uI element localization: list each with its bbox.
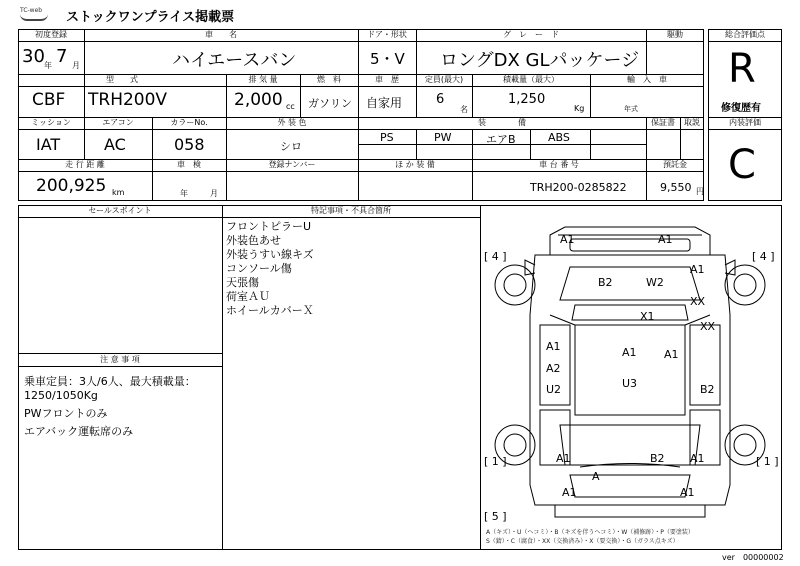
displacement-unit: cc <box>286 102 295 111</box>
equip-airbag: エアB <box>486 133 516 146</box>
grade-label: グ レ ー ド <box>503 30 559 39</box>
damage-legend <box>486 528 694 546</box>
import-label: 輸 入 車 <box>627 75 667 84</box>
mileage-value: 200,925 <box>36 176 107 196</box>
list-item: 外装色あせ <box>226 234 281 247</box>
damage-mark: A1 <box>680 486 695 499</box>
history-value: 自家用 <box>366 96 403 110</box>
damage-mark: A2 <box>546 362 561 375</box>
car-name-label: 車 名 <box>205 30 237 39</box>
overall-grade-label: 総合評価点 <box>725 30 765 39</box>
remarks-label: 特記事項・不具合箇所 <box>311 206 391 215</box>
displacement-value: 2,000 <box>234 90 283 110</box>
fuel-value: ガソリン <box>308 97 352 110</box>
color-no-label: カラーNo. <box>170 118 208 127</box>
plate-label: 登録ナンバー <box>268 160 316 169</box>
interior-grade-value: C <box>728 142 756 188</box>
caution-list <box>24 375 196 439</box>
list-item: エアバック運転席のみ <box>24 425 134 438</box>
mileage-unit: km <box>112 188 125 197</box>
overall-grade-note: 修復歴有 <box>721 103 761 114</box>
list-item: フロントピラーU <box>226 220 312 233</box>
side-label-right-top: [ 4 ] <box>752 250 775 263</box>
model-prefix: CBF <box>32 90 66 110</box>
price-label: 預託金 <box>663 160 687 169</box>
load-label: 積載量（最大） <box>503 75 559 84</box>
capacity-label: 定員(最大) <box>424 75 464 84</box>
damage-mark: A1 <box>664 348 679 361</box>
inspection-month-unit: 月 <box>210 189 218 198</box>
door-type-value: 5・V <box>370 50 405 68</box>
equip-abs: ABS <box>548 131 570 144</box>
displacement-label: 排 気 量 <box>248 75 278 84</box>
damage-mark: A1 <box>546 340 561 353</box>
first-reg-month: 7 <box>56 46 68 67</box>
mileage-label: 走 行 距 離 <box>65 160 105 169</box>
equip-pw: PW <box>434 131 452 144</box>
equip-ps: PS <box>380 131 394 144</box>
history-label: 車 歴 <box>375 75 399 84</box>
damage-mark: B2 <box>598 276 613 289</box>
car-logo-icon <box>20 14 48 21</box>
list-item: 1250/1050Kg <box>24 389 98 402</box>
damage-mark: U3 <box>622 377 638 390</box>
import-model-label: 年式 <box>624 105 638 113</box>
legend-line: A（キズ）・U（ヘコミ）・B（キズを伴うヘコミ）・W（補修跡）・P（要塗装） <box>486 529 694 536</box>
logo <box>20 7 60 21</box>
damage-mark: X1 <box>640 310 655 323</box>
aircon-label: エアコン <box>102 118 134 127</box>
exterior-color-value: シロ <box>280 140 302 153</box>
list-item: 荷室ＡＵ <box>226 290 270 303</box>
damage-mark: A1 <box>658 233 673 246</box>
side-label-left-top: [ 4 ] <box>484 250 507 263</box>
load-value: 1,250 <box>508 92 546 107</box>
door-type-label: ドア・形状 <box>367 30 407 39</box>
list-item: PWフロントのみ <box>24 407 108 420</box>
mission-value: IAT <box>36 135 61 154</box>
remarks-list <box>226 220 314 318</box>
damage-mark: A1 <box>562 486 577 499</box>
other-equip-label: ほ か 装 備 <box>395 160 435 169</box>
sales-point-label: セールスポイント <box>88 206 152 215</box>
damage-mark: B2 <box>700 383 715 396</box>
aircon-value: AC <box>104 135 126 154</box>
version-label: ver 00000002 <box>722 553 784 562</box>
damage-mark: A1 <box>560 233 575 246</box>
warranty-label: 保証書 <box>651 118 675 127</box>
overall-grade-value: R <box>728 46 756 92</box>
caution-label: 注 意 事 項 <box>100 355 140 364</box>
price-unit: 円 <box>696 187 704 196</box>
month-unit: 月 <box>72 61 80 70</box>
capacity-value: 6 <box>436 92 445 107</box>
damage-mark: B2 <box>650 452 665 465</box>
interior-grade-label: 内装評価 <box>729 118 761 127</box>
list-item: 外装うすい線キズ <box>226 248 314 261</box>
first-reg-year: 30 <box>22 46 45 67</box>
fuel-label: 燃 料 <box>317 75 341 84</box>
list-item: コンソール傷 <box>226 262 292 275</box>
damage-mark: W2 <box>646 276 664 289</box>
manual-label: 取説 <box>684 118 700 127</box>
list-item: 乗車定員：3人/6人、最大積載量： <box>24 375 196 388</box>
drive-label: 駆動 <box>667 30 683 39</box>
mission-label: ミッション <box>31 118 71 127</box>
year-unit: 年 <box>44 61 52 70</box>
side-label-bottom: [ 5 ] <box>484 510 507 523</box>
equipment-label: 装 備 <box>478 118 526 127</box>
chassis-no-label: 車 台 番 号 <box>539 160 579 169</box>
model-label: 型 式 <box>106 75 138 84</box>
side-label-right-bottom: [ 1 ] <box>756 455 779 468</box>
legend-line: S（錆）・C（腐食）・XX（交換済み）・X（要交換）・G（ガラス点キズ） <box>486 538 679 545</box>
first-reg-label: 初度登録 <box>35 30 67 39</box>
damage-mark: A1 <box>690 263 705 276</box>
model-code: TRH200V <box>88 90 168 110</box>
color-no-value: 058 <box>174 135 205 154</box>
car-damage-diagram-icon <box>480 205 782 535</box>
damage-mark: XX <box>700 320 716 333</box>
inspection-label: 車 検 <box>177 160 201 169</box>
side-label-left-bottom: [ 1 ] <box>484 455 507 468</box>
price-value: 9,550 <box>660 181 692 194</box>
car-name-value: ハイエースバン <box>172 50 297 71</box>
capacity-unit: 名 <box>460 105 468 114</box>
inspection-year-unit: 年 <box>180 189 188 198</box>
page-title: ストックワンプライス掲載票 <box>66 10 235 25</box>
list-item: 天張傷 <box>226 276 259 289</box>
load-unit: Kg <box>574 104 585 113</box>
chassis-no-value: TRH200-0285822 <box>530 181 627 194</box>
damage-mark: A1 <box>690 452 705 465</box>
damage-mark: A1 <box>622 346 637 359</box>
damage-mark: XX <box>690 295 706 308</box>
damage-mark: A1 <box>556 452 571 465</box>
grade-value: ロングDX GLパッケージ <box>440 50 640 71</box>
damage-mark: A <box>592 470 600 483</box>
damage-mark: U2 <box>546 383 562 396</box>
logo-text: TC-web <box>20 7 43 14</box>
list-item: ホイールカバーＸ <box>226 304 314 317</box>
exterior-color-label: 外 装 色 <box>277 118 307 127</box>
